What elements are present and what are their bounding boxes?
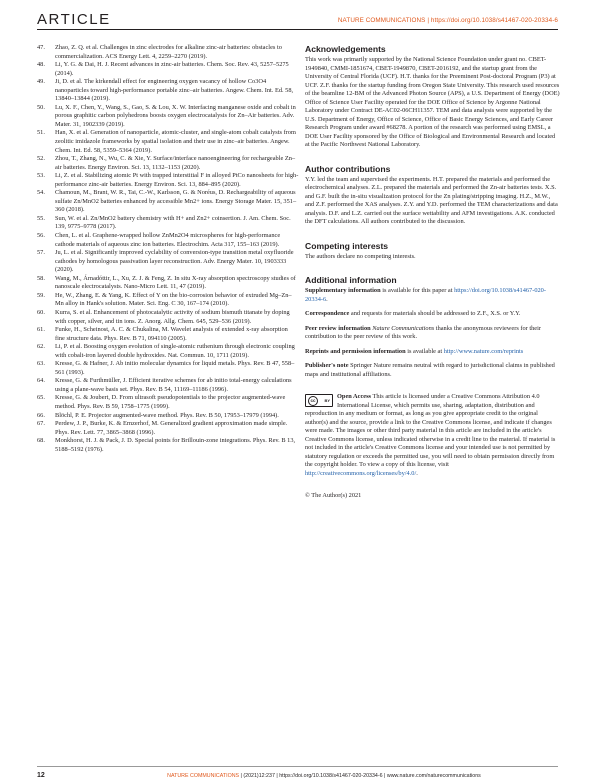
reference-text: Chen, L. et al. Graphene-wrapped hollow ZnMn2O4 microspheres for high-performance cathode materials of aqueous zinc ion batteries. Electrochim. Acta 317, 155–163 (2019). <box>55 232 281 248</box>
reference-item <box>37 412 299 421</box>
reference-text: Kurra, S. et al. Enhancement of photocatalytic activity of sodium bismuth titanate by doping with copper, silver, and tin ions. Z. Anorg. Allg. Chem. 645, 529–536 (2019). <box>55 308 290 325</box>
reference-text: Ju, L. et al. Significantly improved cyclability of conversion-type transition metal oxyfluoride cathodes by homologous passivation layer reconstruction. Adv. Energy Mater. 10, 1903333 (2020). <box>55 249 294 274</box>
reference-text: Kresse, G. & Joubert, D. From ultrasoft pseudopotentials to the projector augmented-wave method. Phys. Rev. B 59, 1758–1775 (1999). <box>55 394 286 410</box>
section-label: ARTICLE <box>37 11 111 28</box>
reference-number: 55. <box>37 214 45 222</box>
reference-item <box>37 44 299 61</box>
reference-number: 60. <box>37 308 45 316</box>
supplementary-link[interactable]: https://doi.org/10.1038/s41467-020-20334-6 <box>305 287 546 303</box>
reference-number: 68. <box>37 437 45 445</box>
correspondence-label: Correspondence <box>305 310 350 317</box>
reference-item <box>37 343 299 360</box>
reference-text: Li, Y. G. & Dai, H. J. Recent advances in zinc-air batteries. Chem. Soc. Rev. 43, 5257–5275 (2014). <box>55 61 289 77</box>
reference-text: Ji, D. et al. The kirkendall effect for engineering oxygen vacancy of hollow Co3O4 nanoparticles toward high-performance portable zinc–air batteries. Angew. Chem. Int. Ed. 58, 13840–13844 (2019). <box>55 78 294 103</box>
reference-item <box>37 78 299 104</box>
reference-item <box>37 292 299 309</box>
footer-journal: NATURE COMMUNICATIONS <box>167 773 240 779</box>
open-access-body: This article is licensed under a Creative Commons Attribution 4.0 International License, which permits use, sharing, adaptation, distribution and reproduction in any medium or format, as long as you give appropriate credit to the original author(s) and the source, provide a link to the Creative Commons license, and indicate if changes were made. The images or other third party material in this article are included in the article's Creative Commons license, unless indicated otherwise in a credit line to the material. If material is not included in the article's Creative Commons license and your intended use is not permitted by statutory regulation or exceeds the permitted use, you will need to obtain permission directly from the copyright holder. To view a copy of this license, visit <box>305 393 556 468</box>
supplementary-info <box>305 287 560 304</box>
reference-item <box>37 275 299 292</box>
references-list <box>37 44 299 454</box>
reference-number: 67. <box>37 420 45 428</box>
competing-interests-heading: Competing interests <box>305 240 389 251</box>
competing-interests-section <box>305 241 560 262</box>
peer-review-journal: Nature Communications <box>370 324 435 332</box>
reference-number: 65. <box>37 394 45 402</box>
reprints-text: is available at <box>405 347 444 355</box>
reference-item <box>37 360 299 377</box>
reference-item <box>37 232 299 249</box>
license-link[interactable]: http://creativecommons.org/licenses/by/4.0/ <box>305 469 417 477</box>
contributions-section <box>305 164 560 227</box>
contributions-text: Y.Y. led the team and supervised the experiments. H.T. prepared the materials and performed the electrochemical analyses. Z.L. prepared the materials and performed the Zn-air batteries tests. X.S. and G.F. built the in-situ visualization protocol for the Zn plating/stripping imaging. H.Z., M.W., and Z.F. performed the XAS analyses. Z.Y. and Y.D. performed the TEM characterizations and data analysis. D.F. and L.Z. carried out the surface wettability and AFM investigations. A.K. conducted the DFT calculations. All authors contributed to the discussion. <box>305 175 558 225</box>
reference-number: 53. <box>37 172 45 180</box>
publisher-note <box>305 362 560 379</box>
reference-number: 47. <box>37 44 45 51</box>
reference-text: Monkhorst, H. J. & Pack, J. D. Special points for Brillouin-zone integrations. Phys. Rev. B 13, 5188–5192 (1976). <box>55 437 296 453</box>
reprints-label: Reprints and permission information <box>305 347 406 355</box>
reference-number: 52. <box>37 155 45 163</box>
contributions-heading: Author contributions <box>305 163 391 174</box>
reference-text: Perdew, J. P., Burke, K. & Ernzerhof, M. Generalized gradient approximation made simple. Phys. Rev. Lett. 77, 3865–3868 (1996). <box>55 420 288 436</box>
reference-item <box>37 249 299 275</box>
footer-divider <box>37 766 558 767</box>
reference-item <box>37 215 299 232</box>
reference-item <box>37 394 299 411</box>
supplementary-text: is available for this paper at <box>380 287 455 294</box>
reference-item <box>37 155 299 172</box>
header-divider <box>37 29 558 30</box>
reference-text: Wang, M., Árnadóttir, L., Xu, Z. J. & Feng, Z. In situ X-ray absorption spectroscopy studies of nanoscale electrocatalysts. Nano-Micro Lett. 11, 47 (2019). <box>55 274 296 291</box>
reference-item <box>37 129 299 155</box>
reference-text: Kresse, G. & Hafner, J. Ab initio molecular dynamics for liquid metals. Phys. Rev. B 47, 558–561 (1993). <box>55 360 295 376</box>
by-badge: BY <box>324 398 330 403</box>
reference-number: 63. <box>37 360 45 368</box>
reference-text: Li, P. et al. Boosting oxygen evolution of single-atomic ruthenium through electronic coupling with cobalt-iron layered double hydroxides. Nat. Commun. 10, 1711 (2019). <box>55 343 295 359</box>
open-access-section <box>305 393 560 478</box>
reference-text: Sun, W. et al. Zn/MnO2 battery chemistry with H+ and Zn2+ coinsertion. J. Am. Chem. Soc. 139, 9775–9778 (2017). <box>55 214 291 231</box>
supplementary-label: Supplementary information <box>305 287 381 294</box>
copyright-notice: © The Author(s) 2021 <box>305 492 362 499</box>
reference-number: 51. <box>37 129 45 137</box>
acknowledgements-heading: Acknowledgements <box>305 44 386 54</box>
reference-item <box>37 437 299 454</box>
reference-text: Zhou, T., Zhang, N., Wu, C. & Xie, Y. Surface/interface nanoengineering for rechargeable Zn–air batteries. Energy Environ. Sci. 13, 1132–1153 (2020). <box>55 155 296 171</box>
reference-text: Blöchl, P. E. Projector augmented-wave method. Phys. Rev. B 50, 17953–17979 (1994). <box>55 411 279 419</box>
reference-number: 62. <box>37 343 45 351</box>
reference-item <box>37 104 299 130</box>
correspondence-info <box>305 310 560 319</box>
reference-item <box>37 420 299 437</box>
reference-number: 57. <box>37 249 45 257</box>
footer-details[interactable]: | (2021)12:237 | https://doi.org/10.1038/s41467-020-20334-6 | www.nature.com/naturecommunications <box>239 773 481 779</box>
reference-number: 48. <box>37 61 45 69</box>
page-number: 12 <box>37 772 45 779</box>
reference-text: Li, Z. et al. Stabilizing atomic Pt with trapped interstitial F in alloyed PtCo nanosheets for high-performance zinc-air batteries. Energy Environ. Sci. 13, 884–895 (2020). <box>55 172 299 188</box>
reprints-link[interactable]: http://www.nature.com/reprints <box>443 347 524 355</box>
reference-text: Zhao, Z. Q. et al. Challenges in zinc electrodes for alkaline zinc-air batteries: obstacles to commercialization. ACS Energy Lett. 4, 2259–2270 (2019). <box>55 44 282 60</box>
open-access-label: Open Access <box>337 393 372 400</box>
reference-text: Han, X. et al. Generation of nanoparticle, atomic-cluster, and single-atom cobalt catalysts from zeolitic imidazole frameworks by spatial isolation and their use in zinc–air batteries. Angew. Chem. Int. Ed. 58, 5359–5364 (2019). <box>55 129 296 154</box>
peer-review-label: Peer review information <box>305 324 371 332</box>
cc-by-license-icon[interactable] <box>305 394 333 407</box>
open-access-text <box>305 393 560 478</box>
cc-badge: cc <box>308 396 318 406</box>
reference-item <box>37 377 299 394</box>
reference-item <box>37 189 299 215</box>
acknowledgements-section <box>305 44 560 150</box>
reference-item <box>37 309 299 326</box>
correspondence-text: and requests for materials should be addressed to Z.F., X.S. or Y.Y. <box>349 310 521 317</box>
additional-information-heading: Additional information <box>305 275 397 285</box>
acknowledgements-text: This work was primarily supported by the National Science Foundation under grant no. CBET-1949840, CMMI-1851674, CBET-1949870, CBET-2016192, and the startup grant from the University of Central Florida (UCF). H.T. thanks for the Preeminent Post-doctoral Program (P3) at UCF. Z.F. thanks for the startup funding from Oregon State University. This research used resources of the beamline 12-BM of the Advanced Photon Source (APS), a U.S. Department of Energy (DOE) Office of Science User Facility operated for the DOE Office of Science by Argonne National Laboratory under Contract DE-AC02-06CH11357. TEM and data analysis were supported by the U.S. Department of Energy, Office of Science, Office of Basic Energy Sciences, and Early Career Research Program under award #68278. A portion of the research was performed using EMSL, a DOE User Facility sponsored by the Office of Biological and Environmental Research and located at the Pacific Northwest National Laboratory. <box>305 56 560 148</box>
supplementary-end: . <box>326 295 328 303</box>
reference-text: Funke, H., Scheinost, A. C. & Chukalina, M. Wavelet analysis of extended x-ray absorption fine structure data. Phys. Rev. B 71, 094110 (2005). <box>55 326 288 342</box>
footer-citation <box>90 773 558 779</box>
peer-review-info <box>305 325 560 342</box>
publisher-note-text: Springer Nature remains neutral with regard to jurisdictional claims in published maps and institutional affiliations. <box>305 362 555 378</box>
reference-text: Lu, X. F., Chen, Y., Wang, S., Gao, S. & Lou, X. W. Interfacing manganese oxide and cobalt in porous graphitic carbon polyhedrons boosts oxygen electrocatalysis for Zn–Air batteries. Adv. Mater. 31, 1902339 (2019). <box>55 103 296 128</box>
publisher-note-label: Publisher's note <box>305 362 349 369</box>
reference-number: 50. <box>37 103 45 111</box>
reference-number: 54. <box>37 189 45 197</box>
journal-doi-header[interactable]: NATURE COMMUNICATIONS | https://doi.org/10.1038/s41467-020-20334-6 <box>337 17 558 24</box>
reference-item <box>37 172 299 189</box>
reference-number: 59. <box>37 291 45 299</box>
reference-text: He, W., Zhang, E. & Yang, K. Effect of Y on the bio-corrosion behavior of extruded Mg–Zn–Mn alloy in Hank's solution. Mater. Sci. Eng. C 30, 167–174 (2010). <box>55 291 292 308</box>
reference-text: Kresse, G. & Furthmüller, J. Efficient iterative schemes for ab initio total-energy calculations using a plane-wave basis set. Phys. Rev. B 54, 11169–11186 (1996). <box>55 377 292 393</box>
reprints-info <box>305 348 560 357</box>
peer-review-text: thanks the anonymous reviewers for their contribution to the peer review of this work. <box>305 324 541 340</box>
reference-number: 64. <box>37 377 45 385</box>
reference-text: Chamoun, M., Brant, W. R., Tai, C.-W., Karlsson, G. & Noréus, D. Rechargeability of aqueous sulfate Zn/MnO2 batteries enhanced by accessible Mn2+ ions. Energy Storage Mater. 15, 351–360 (2018). <box>55 189 297 214</box>
reference-number: 66. <box>37 411 45 419</box>
reference-number: 61. <box>37 326 45 334</box>
reference-number: 58. <box>37 274 45 282</box>
open-access-end: . <box>416 469 418 477</box>
reference-number: 49. <box>37 78 45 86</box>
competing-interests-text: The authors declare no competing interests. <box>305 252 416 260</box>
reference-item <box>37 326 299 343</box>
reference-number: 56. <box>37 232 45 240</box>
additional-information-section <box>305 275 560 379</box>
reference-item <box>37 61 299 78</box>
right-column <box>305 44 560 507</box>
